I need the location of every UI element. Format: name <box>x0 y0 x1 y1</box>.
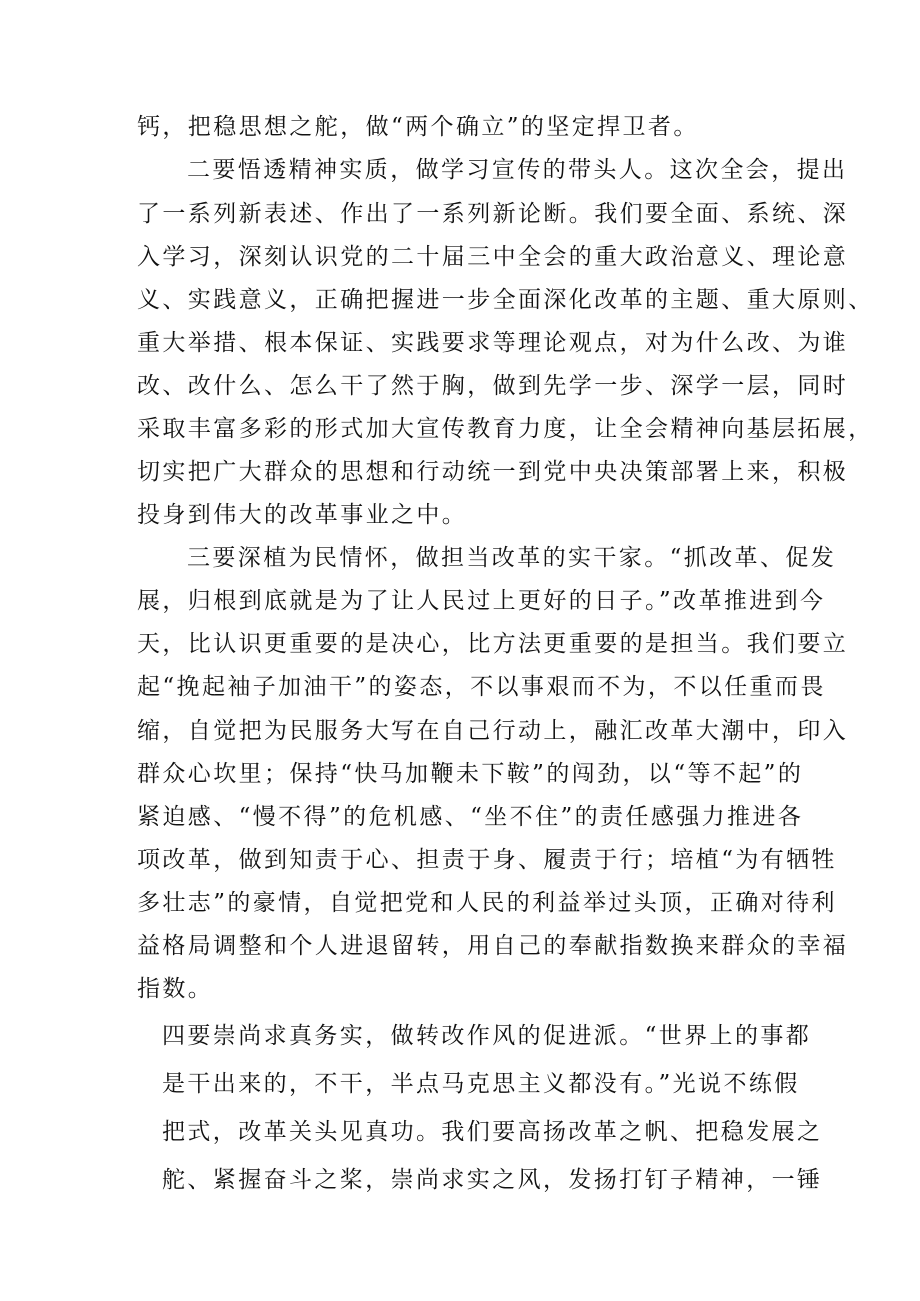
paragraph-3-line-5: 缩，自觉把为民服务大写在自己行动上，融汇改革大潮中，印入 <box>137 718 849 744</box>
paragraph-4-line-1: 四要崇尚求真务实，做转改作风的促进派。“世界上的事都 <box>162 1023 812 1049</box>
paragraph-3-line-4: 起“挽起袖子加油干”的姿态，不以事艰而不为，不以任重而畏 <box>137 674 826 700</box>
paragraph-3-line-10: 益格局调整和个人进退留转，用自己的奉献指数换来群众的幸福 <box>137 933 849 959</box>
paragraph-2-line-2: 了一系列新表述、作出了一系列新论断。我们要全面、系统、深 <box>137 201 849 227</box>
paragraph-3-line-7: 紧迫感、“慢不得”的危机感、“坐不住”的责任感强力推进各 <box>137 804 804 830</box>
paragraph-3-line-6: 群众心坎里；保持“快马加鞭未下鞍”的闯劲，以“等不起”的 <box>137 761 804 787</box>
paragraph-2-line-6: 改、改什么、怎么干了然于胸，做到先学一步、深学一层，同时 <box>137 373 849 399</box>
paragraph-2-line-1: 二要悟透精神实质，做学习宣传的带头人。这次全会，提出 <box>187 157 848 183</box>
paragraph-4-line-3: 把式，改革关头见真功。我们要高扬改革之帆、把稳发展之 <box>162 1119 823 1145</box>
paragraph-2-line-7: 采取丰富多彩的形式加大宣传教育力度，让全会精神向基层拓展， <box>137 416 874 442</box>
paragraph-3-line-3: 天，比认识更重要的是决心，比方法更重要的是担当。我们要立 <box>137 631 849 657</box>
paragraph-1-line-1: 钙，把稳思想之舵，做“两个确立”的坚定捍卫者。 <box>137 114 699 140</box>
paragraph-2-line-3: 入学习，深刻认识党的二十届三中全会的重大政治意义、理论意 <box>137 244 849 270</box>
paragraph-3-line-2: 展，归根到底就是为了让人民过上更好的日子。”改革推进到今 <box>137 588 826 614</box>
paragraph-3-line-1: 三要深植为民情怀，做担当改革的实干家。“抓改革、促发 <box>187 545 837 571</box>
paragraph-3-line-8: 项改革，做到知责于心、担责于身、履责于行；培植“为有牺牲 <box>137 847 837 873</box>
paragraph-2-line-5: 重大举措、根本保证、实践要求等理论观点，对为什么改、为谁 <box>137 330 849 356</box>
paragraph-3-line-9: 多壮志”的豪情，自觉把党和人民的利益举过头顶，正确对待利 <box>137 890 837 916</box>
paragraph-4-line-2: 是干出来的，不干，半点马克思主义都没有。”光说不练假 <box>162 1071 800 1097</box>
paragraph-3-line-11: 指数。 <box>137 976 214 1002</box>
paragraph-4-line-4: 舵、紧握奋斗之桨，崇尚求实之风，发扬打钉子精神，一锤 <box>162 1167 823 1193</box>
paragraph-2-line-9: 投身到伟大的改革事业之中。 <box>137 502 468 528</box>
paragraph-2-line-8: 切实把广大群众的思想和行动统一到党中央决策部署上来，积极 <box>137 459 849 485</box>
paragraph-2-line-4: 义、实践意义，正确把握进一步全面深化改革的主题、重大原则、 <box>137 287 874 313</box>
